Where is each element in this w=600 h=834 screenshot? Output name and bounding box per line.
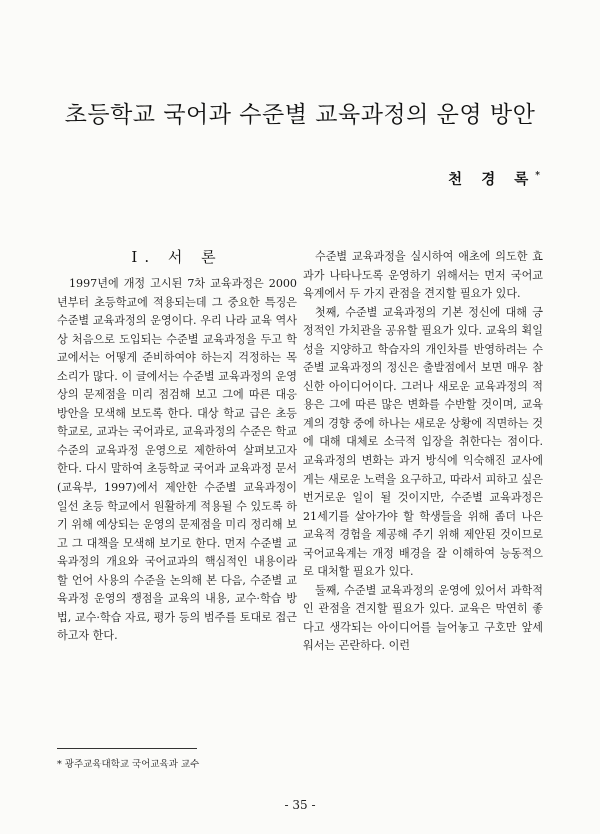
paragraph: 둘째, 수준별 교육과정의 운영에 있어서 과학적인 관점을 견지할 필요가 있다. 교육은 막연히 좋다고 생각되는 아이디어를 늘어놓고 구호만 앞세워서는 곤란하다. 이런: [303, 583, 543, 653]
footnote: * 광주교육대학교 국어교육과 교수: [57, 759, 200, 770]
paper-title: 초등학교 국어과 수준별 교육과정의 운영 방안: [64, 102, 536, 128]
paragraph: 1997년에 개정 고시된 7차 교육과정은 2000년부터 초등학교에 적용되는데 그 중요한 특징은 수준별 교육과정의 운영이다. 우리 나라 교육 역사상 처음으로 도입되는 수준별 교육과정을 두고 학교에서는 어떻게 준비하여야 하는지 걱정하는 목소리가 많다. 이 글에서는 수준별 교육과정의 운영상의 문제점을 미리 점검해 보고 그에 따른 대응 방안을 모색해 보도록 한다. 대상 학교 급은 초등학교로, 교과는 국어과로, 교육과정의 수준은 학교 수준의 교육과정 운영으로 제한하여 살펴보고자 한다. 다시 말하여 초등학교 국어과 교육과정 문서(교육부, 1997)에서 제안한 수준별 교육과정이 일선 초등 학교에서 원활하게 적용될 수 있도록 하기 위해 예상되는 운영의 문제점을 미리 정리해 보고 그 대책을 모색해 보기로 한다. 먼저 수준별 교육과정의 개요와 국어교과의 핵심적인 내용이라 할 언어 사용의 수준을 논의해 본 다음, 수준별 교육과정 운영의 쟁점을 교육의 내용, 교수·학습 방법, 교수·학습 자료, 평가 등의 범주를 토대로 접근하고자 한다.: [57, 277, 297, 643]
footnote-divider: [57, 748, 197, 749]
section-heading: Ⅰ. 서 론: [131, 248, 223, 266]
paragraph: 수준별 교육과정을 실시하여 애초에 의도한 효과가 나타나도록 운영하기 위해서는 먼저 국어교육계에서 두 가지 관점을 견지할 필요가 있다.: [303, 250, 543, 301]
author-name: [448, 168, 540, 189]
right-column: [303, 248, 543, 656]
page-number: - 35 -: [284, 798, 316, 812]
author-footnote-mark: *: [535, 171, 540, 182]
author-text: 천 경 록: [448, 171, 536, 188]
left-column: [57, 275, 297, 646]
paragraph: 첫째, 수준별 교육과정의 기본 정신에 대해 긍정적인 가치관을 공유할 필요가 있다. 교육의 획일성을 지양하고 학습자의 개인차를 반영하려는 수준별 교육과정의 정신은 출발점에서 보면 매우 참신한 아이디어이다. 그러나 새로운 교육과정의 적용은 그에 따른 많은 변화를 수반할 것이며, 교육계의 경향 중에 하나는 새로운 상황에 직면하는 것에 대해 대체로 소극적 입장을 취한다는 점이다. 교육과정의 변화는 과거 방식에 익숙해진 교사에게는 새로운 노력을 요구하고, 따라서 피하고 싶은 번거로운 일이 될 것이지만, 수준별 교육과정은 21세기를 살아가야 할 학생들을 위해 좀더 나은 교육적 경험을 제공해 주기 위해 제안된 것이므로 국어교육계는 개정 배경을 잘 이해하여 능동적으로 대처할 필요가 있다.: [303, 305, 543, 579]
